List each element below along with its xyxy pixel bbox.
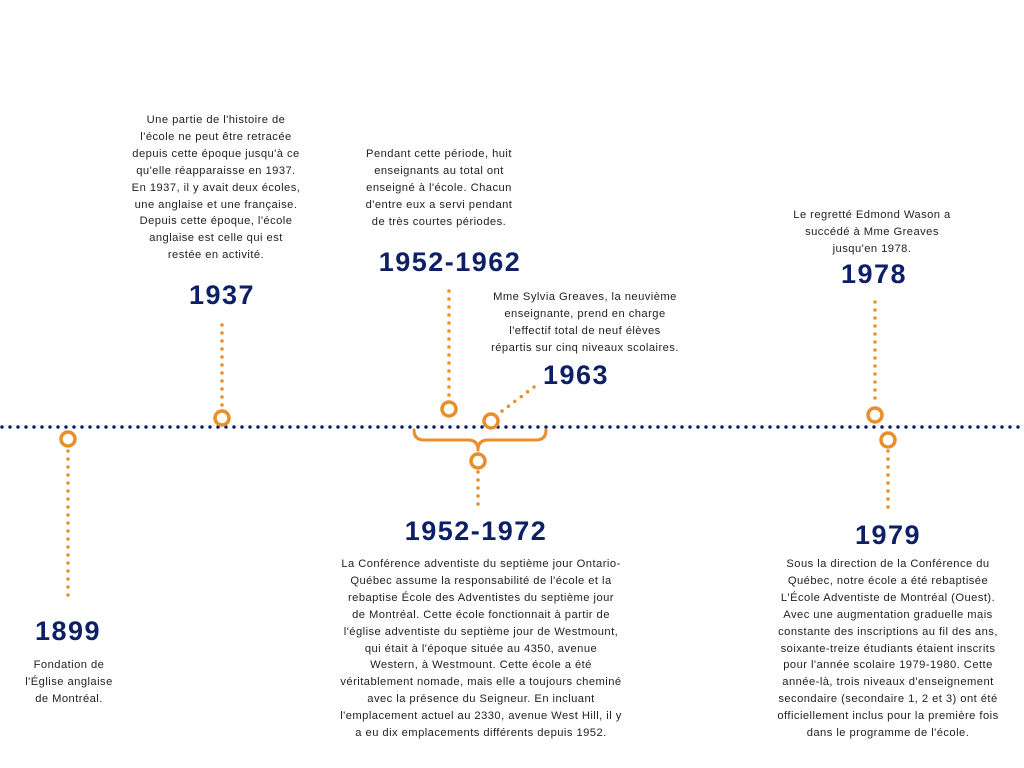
- description-line: officiellement inclus pour la première fois: [777, 710, 999, 723]
- year-label-1978: 1978: [840, 259, 908, 289]
- event-description-1937: [110, 112, 322, 264]
- event-description-1979: [750, 556, 1024, 742]
- node-1952-1972: [471, 454, 485, 468]
- description-line: En 1937, il y avait deux écoles,: [131, 181, 301, 194]
- description-line: constante des inscriptions au fil des ans,: [778, 625, 998, 638]
- year-label-1899: 1899: [34, 616, 102, 646]
- event-description-1952-1972: [306, 556, 656, 742]
- description-line: l'école ne peut être retracée: [140, 130, 292, 143]
- description-line: soixante-treize étudiants étaient inscrits: [780, 642, 996, 655]
- year-label-1979: 1979: [854, 520, 922, 550]
- description-line: Sous la direction de la Conférence du: [786, 558, 990, 570]
- event-description-1978: [768, 207, 976, 258]
- description-line: secondaire (secondaire 1, 2 et 3) ont été: [778, 693, 998, 706]
- description-line: d'entre eux a servi pendant: [365, 198, 513, 211]
- event-description-1952-1962: [334, 146, 544, 231]
- description-line: a eu dix emplacements différents depuis 1952.: [355, 727, 607, 740]
- description-line: l'Église anglaise: [25, 675, 113, 688]
- description-line: de Montréal.: [35, 692, 103, 705]
- description-line: Mme Sylvia Greaves, la neuvième: [493, 291, 677, 303]
- description-line: Pendant cette période, huit: [366, 148, 512, 160]
- description-line: enseignants au total ont: [374, 164, 504, 177]
- description-line: pour l'année scolaire 1979-1980. Cette: [783, 659, 993, 672]
- description-line: l'église adventiste du septième jour de Westmount,: [343, 625, 619, 638]
- description-line: La Conférence adventiste du septième jour Ontario-: [341, 558, 621, 570]
- description-line: de très courtes périodes.: [371, 215, 507, 228]
- event-description-1899: [10, 657, 128, 708]
- description-line: l'emplacement actuel au 2330, avenue West Hill, il y: [340, 710, 622, 723]
- description-line: une anglaise et une française.: [134, 198, 298, 211]
- node-1978: [868, 408, 882, 422]
- year-label-1963: 1963: [542, 360, 610, 390]
- description-line: Québec assume la responsabilité de l'école et la: [350, 574, 612, 587]
- description-line: Depuis cette époque, l'école: [139, 215, 293, 228]
- description-line: Québec, notre école a été rebaptisée: [787, 574, 989, 587]
- year-label-1937: 1937: [188, 280, 256, 310]
- node-1979: [881, 433, 895, 447]
- year-label-1952-1962: 1952-1962: [378, 247, 522, 277]
- description-line: rebaptise École des Adventistes du septième jour: [347, 591, 614, 604]
- description-line: anglaise est celle qui est: [149, 232, 283, 245]
- description-line: enseignante, prend en charge: [504, 307, 666, 320]
- description-line: l'effectif total de neuf élèves: [509, 324, 661, 337]
- event-description-1963: [468, 289, 702, 357]
- description-line: qu'elle réapparaisse en 1937.: [136, 164, 296, 177]
- description-line: Western, à Westmount. Cette école a été: [370, 659, 592, 672]
- description-line: depuis cette époque jusqu'à ce: [132, 147, 300, 160]
- description-line: Fondation de: [33, 659, 105, 671]
- description-line: Le regretté Edmond Wason a: [793, 209, 951, 221]
- node-1937: [215, 411, 229, 425]
- range-brace: [414, 430, 546, 450]
- description-line: succédé à Mme Greaves: [805, 225, 939, 238]
- description-line: de Montréal. Cette école fonctionnait à partir de: [352, 608, 610, 621]
- node-1899: [61, 432, 75, 446]
- description-line: véritablement nomade, mais elle a toujours cheminé: [340, 676, 622, 689]
- description-line: restée en activité.: [167, 249, 265, 262]
- description-line: enseigné à l'école. Chacun: [366, 181, 512, 194]
- node-1952-1962: [442, 402, 456, 416]
- description-line: Avec une augmentation graduelle mais: [783, 608, 993, 621]
- description-line: dans le programme de l'école.: [806, 727, 970, 740]
- node-1963: [484, 414, 498, 428]
- description-line: répartis sur cinq niveaux scolaires.: [491, 341, 679, 354]
- description-line: année-là, trois niveaux d'enseignement: [782, 676, 994, 689]
- description-line: L'École Adventiste de Montréal (Ouest).: [780, 591, 996, 604]
- year-label-1952-1972: 1952-1972: [404, 516, 548, 546]
- description-line: jusqu'en 1978.: [832, 242, 912, 255]
- description-line: avec la présence du Seigneur. En incluant: [367, 693, 595, 706]
- description-line: qui était à l'époque située au 4350, avenue: [364, 642, 598, 655]
- description-line: Une partie de l'histoire de: [146, 114, 286, 126]
